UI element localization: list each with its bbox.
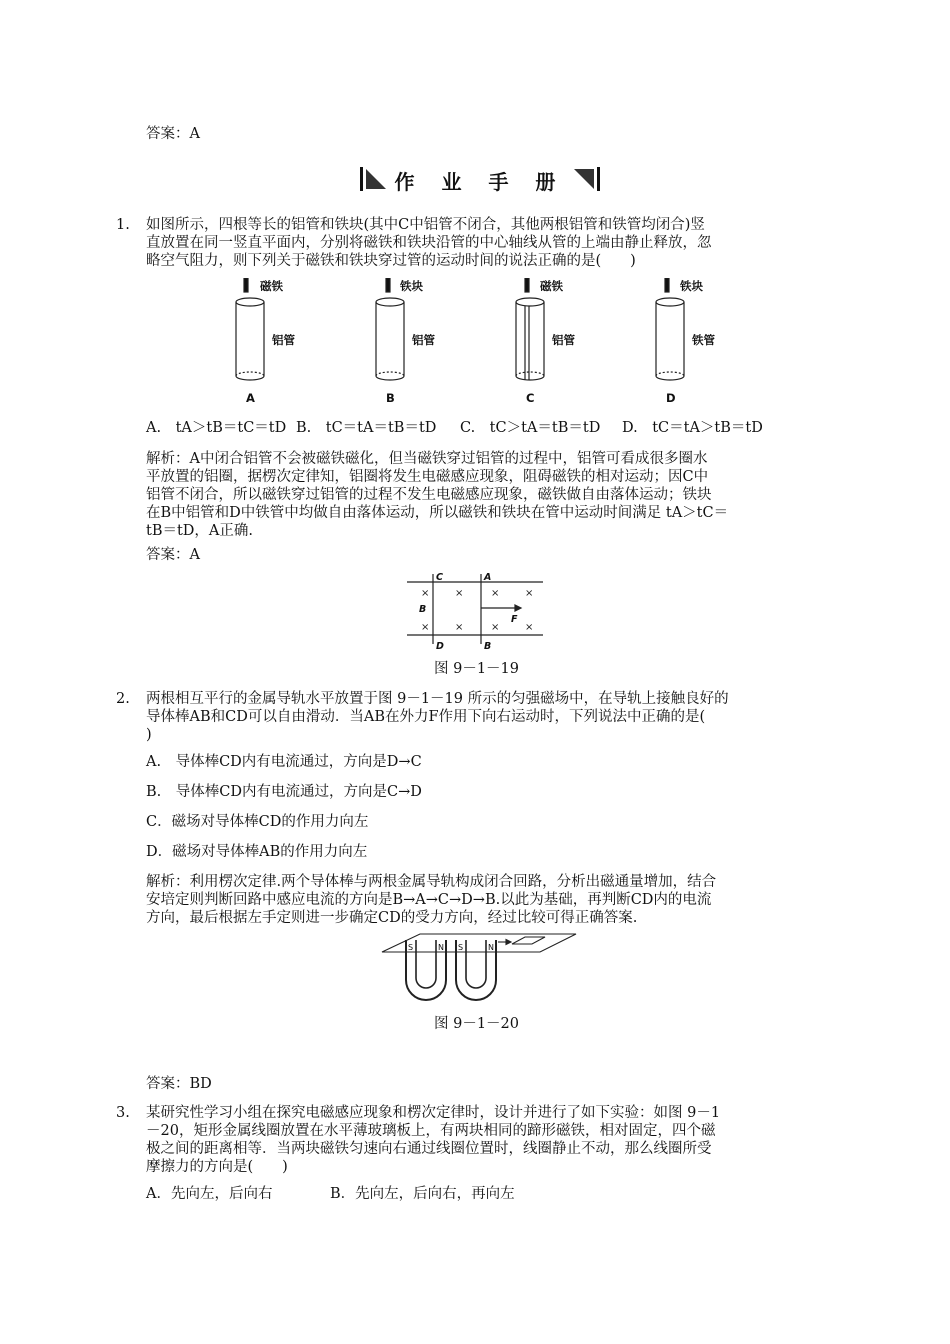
tube-a-top: [236, 298, 264, 306]
tube-a-side-label: 铝管: [272, 333, 295, 347]
pole-label: S: [408, 943, 414, 952]
field-cross: ×: [421, 588, 430, 599]
q2-answer: 答案：BD: [146, 1076, 212, 1092]
pole-label: N: [438, 943, 444, 952]
tube-a-top-label: 磁铁: [260, 279, 283, 293]
q3-stem-line: 摩擦力的方向是( ): [146, 1159, 288, 1175]
q1-analysis-line: 铝管不闭合，所以磁铁穿过铝管的过程不发生电磁感应现象，磁铁做自由落体运动；铁块: [146, 487, 712, 503]
q1-analysis-line: 解析：A中闭合铝管不会被磁铁磁化，但当磁铁穿过铝管的过程中，铝管可看成很多圈水: [146, 451, 708, 467]
field-cross: ×: [525, 622, 534, 633]
q1-stem-line: 如图所示，四根等长的铝管和铁块(其中C中铝管不闭合，其他两根铝管和铁管均闭合)竖: [146, 217, 705, 233]
q1-stem-line: 略空气阻力，则下列关于磁铁和铁块穿过管的运动时间的说法正确的是( ): [146, 253, 636, 269]
magnet-bar-c: [525, 278, 529, 292]
q2-stem-line: 两根相互平行的金属导轨水平放置于图 9－1－19 所示的匀强磁场中，在导轨上接触良好的: [146, 691, 729, 707]
field-cross: ×: [455, 622, 464, 633]
q3-stem-line: 极之间的距离相等．当两块磁铁匀速向右通过线圈位置时，线圈静止不动，那么线圈所受: [146, 1141, 712, 1157]
q2-analysis-line: 解析：利用楞次定律.两个导体棒与两根金属导轨构成闭合回路，分析出磁通量增加，结合: [146, 874, 717, 890]
field-cross: ×: [421, 622, 430, 633]
tube-b-bottom-label: B: [386, 391, 395, 405]
q2-option-c: C．磁场对导体棒CD的作用力向左: [146, 814, 369, 830]
fig-9-1-20: [380, 926, 580, 1004]
fig-9-1-19: [405, 572, 545, 652]
iron-bar-d: [665, 278, 669, 292]
tube-c-top-label: 磁铁: [540, 279, 563, 293]
field-cross: ×: [491, 622, 500, 633]
q1-tubes-figure: [220, 278, 740, 408]
q3-option-b: B．先向左，后向右，再向左: [330, 1186, 515, 1202]
label-c: C: [436, 572, 443, 583]
tube-d-top-label: 铁块: [680, 279, 703, 293]
tube-b-top-label: 铁块: [400, 279, 423, 293]
q1-number: 1.: [116, 217, 130, 233]
horseshoe-magnet-2-inner: [466, 940, 486, 988]
q1-option-a: A. tA＞tB＝tC＝tD: [146, 420, 287, 436]
q1-analysis-line: 在B中铝管和D中铁管中均做自由落体运动，所以磁铁和铁块在管中运动时间满足 tA＞tC＝: [146, 505, 729, 521]
q3-stem-line: 某研究性学习小组在探究电磁感应现象和楞次定律时，设计并进行了如下实验：如图 9－1: [146, 1105, 721, 1121]
q1-option-b: B. tC＝tA＝tB＝tD: [296, 420, 437, 436]
q3-number: 3.: [116, 1105, 130, 1121]
tube-b-side-label: 铝管: [412, 333, 435, 347]
q1-analysis-line: tB＝tD，A正确.: [146, 523, 254, 539]
section-title: 作 业 手 册: [394, 170, 566, 194]
q2-option-a: A. 导体棒CD内有电流通过，方向是D→C: [146, 754, 422, 770]
field-cross: ×: [491, 588, 500, 599]
previous-answer: 答案：A: [146, 126, 200, 142]
q2-stem-line: 导体棒AB和CD可以自由滑动．当AB在外力F作用下向右运动时，下列说法中正确的是(: [146, 709, 706, 725]
tube-c-side-label: 铝管: [552, 333, 575, 347]
q1-analysis-line: 平放置的铝圈，据楞次定律知，铝圈将发生电磁感应现象，阻碍磁铁的相对运动；因C中: [146, 469, 709, 485]
tube-c-bottom-label: C: [526, 391, 535, 405]
q1-answer: 答案：A: [146, 547, 200, 563]
fig-9-1-20-caption: 图 9－1－20: [434, 1016, 520, 1032]
iron-bar-b: [386, 278, 390, 292]
q2-number: 2.: [116, 691, 130, 707]
fig-9-1-19-caption: 图 9－1－19: [434, 661, 520, 677]
q3-stem-line: －20，矩形金属线圈放置在水平薄玻璃板上，有两块相同的蹄形磁铁，相对固定，四个磁: [146, 1123, 716, 1139]
wire-coil: [512, 937, 545, 944]
label-d: D: [436, 641, 444, 652]
pole-label: N: [488, 943, 494, 952]
motion-arrowhead-icon: [506, 940, 511, 945]
q1-option-c: C. tC＞tA＝tB＝tD: [460, 420, 601, 436]
label-f: F: [511, 614, 518, 625]
q3-option-a: A．先向左，后向右: [146, 1186, 273, 1202]
horseshoe-magnet-1-inner: [416, 940, 436, 988]
q2-option-b: B. 导体棒CD内有电流通过，方向是C→D: [146, 784, 422, 800]
q2-option-d: D．磁场对导体棒AB的作用力向左: [146, 844, 368, 860]
field-cross: ×: [455, 588, 464, 599]
tube-a-bottom-label: A: [246, 391, 255, 405]
q1-stem-line: 直放置在同一竖直平面内，分别将磁铁和铁块沿管的中心轴线从管的上端由静止释放，忽: [146, 235, 712, 251]
label-b-left: B: [419, 604, 427, 615]
field-cross: ×: [525, 588, 534, 599]
q1-option-d: D. tC＝tA＞tB＝tD: [622, 420, 763, 436]
label-a: A: [484, 572, 492, 583]
tube-d-bottom-label: D: [666, 391, 676, 405]
header-right-triangle-icon: [572, 167, 600, 191]
label-b-bottom: B: [484, 641, 492, 652]
pole-label: S: [458, 943, 464, 952]
tube-d-side-label: 铁管: [692, 333, 715, 347]
q2-stem-line: ): [146, 727, 152, 743]
magnet-bar-a: [244, 278, 248, 292]
q2-analysis-line: 方向，最后根据左手定则进一步确定CD的受力方向，经过比较可得正确答案.: [146, 910, 638, 926]
q2-analysis-line: 安培定则判断回路中感应电流的方向是B→A→C→D→B.以此为基础，再判断CD内的电流: [146, 892, 712, 908]
section-header: [360, 165, 600, 193]
force-arrowhead-icon: [515, 605, 521, 611]
